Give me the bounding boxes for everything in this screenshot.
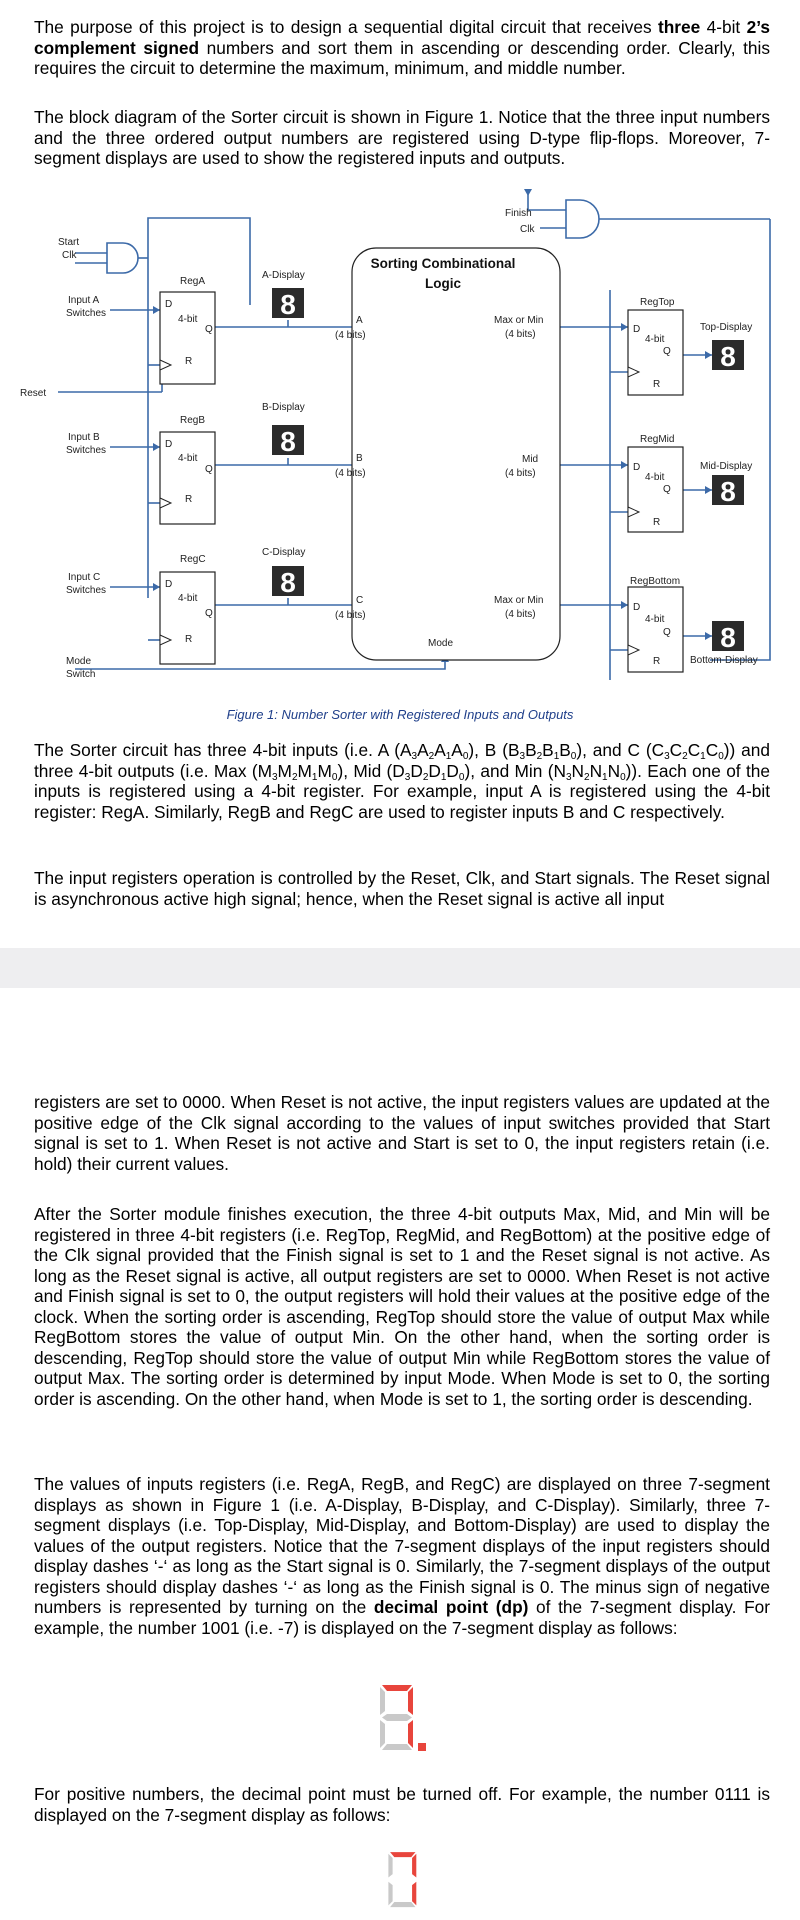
logic-title-1: Sorting Combinational	[370, 256, 516, 271]
svg-text:R: R	[185, 494, 193, 505]
svg-text:(4 bits): (4 bits)	[505, 329, 536, 340]
svg-text:Q: Q	[205, 324, 213, 335]
segment-c	[408, 1720, 413, 1748]
reg-a-label: RegA	[180, 276, 206, 287]
seven-seg-positive-seven	[385, 1850, 429, 1910]
seven-seg-negative-seven	[376, 1683, 428, 1753]
svg-text:R: R	[653, 379, 661, 390]
svg-text:(4 bits): (4 bits)	[335, 330, 366, 341]
svg-text:(4 bits): (4 bits)	[505, 609, 536, 620]
svg-text:Q: Q	[663, 484, 671, 495]
svg-text:8: 8	[720, 622, 736, 653]
svg-text:4-bit: 4-bit	[178, 593, 198, 604]
svg-text:R: R	[185, 356, 193, 367]
reset-label: Reset	[20, 388, 47, 399]
mid-display-label: Mid-Display	[700, 461, 753, 472]
bottom-display-icon	[712, 621, 744, 653]
svg-text:8: 8	[280, 289, 296, 320]
svg-text:D: D	[633, 462, 641, 473]
svg-text:4-bit: 4-bit	[645, 334, 665, 345]
mid-display-icon	[712, 475, 744, 507]
a-display-label: A-Display	[262, 270, 305, 281]
reset-behaviour-paragraph: registers are set to 0000. When Reset is not active, the input registers values are updated at the positive edge of the Clk signal according to the values of input switches provided that Start signal is set to 1. When Reset is not active and Start is set to 0, the input registers retain (i.e. hold) their current values.	[34, 1092, 770, 1174]
start-label: Start	[58, 237, 80, 248]
svg-text:(4 bits): (4 bits)	[335, 468, 366, 479]
top-display-icon	[712, 340, 744, 372]
c-display-label: C-Display	[262, 547, 306, 558]
svg-text:C: C	[356, 595, 364, 606]
svg-text:4-bit: 4-bit	[178, 314, 198, 325]
sorter-block-diagram	[0, 185, 800, 705]
segment-d	[390, 1902, 415, 1907]
svg-text:8: 8	[280, 426, 296, 457]
svg-text:8: 8	[720, 341, 736, 372]
svg-text:D: D	[165, 439, 173, 450]
svg-text:(4 bits): (4 bits)	[505, 468, 536, 479]
input-c-label: Input C	[68, 572, 101, 583]
svg-text:Q: Q	[663, 627, 671, 638]
bottom-display-label: Bottom-Display	[690, 655, 758, 666]
svg-text:Max or Min: Max or Min	[494, 315, 544, 326]
input-b-label: Input B	[68, 432, 100, 443]
intro-paragraph: The purpose of this project is to design a sequential digital circuit that receives three 4-bit 2’s complement signed numbers and sort them in ascending or descending order. Clearly, this requires the circuit to determine the maximum, minimum, and middle number.	[34, 17, 770, 78]
input-b-switches: Switches	[66, 445, 107, 456]
svg-text:D: D	[633, 602, 641, 613]
svg-text:Q: Q	[663, 346, 671, 357]
page-gap	[0, 948, 800, 988]
c-display-icon	[272, 566, 304, 598]
reg-top-label: RegTop	[640, 297, 675, 308]
input-a-switches: Switches	[66, 308, 107, 319]
svg-text:Mid: Mid	[522, 454, 539, 465]
reg-mid-label: RegMid	[640, 434, 675, 445]
segment-g	[382, 1714, 412, 1721]
svg-text:R: R	[653, 517, 661, 528]
input-c-switches: Switches	[66, 585, 107, 596]
segment-a	[390, 1852, 415, 1857]
svg-text:4-bit: 4-bit	[645, 472, 665, 483]
clk-label: Clk	[62, 250, 77, 261]
segment-dp	[418, 1743, 426, 1751]
finish-label: Finish	[505, 208, 532, 219]
segment-e	[380, 1720, 385, 1748]
segment-b	[412, 1854, 416, 1878]
finish-clk-label: Clk	[520, 224, 535, 235]
segment-a	[382, 1685, 412, 1691]
sorter-inputs-paragraph: The Sorter circuit has three 4-bit inputs (i.e. A $(A_3A_2A_1A_0)$, B $(B_3B_2B_1B_0)$, and C $(C_3C_2C_1C_0)$) and three 4-bit outputs (i.e. Max $(M_3M_2M_1M_0)$, Mid $(D_3D_2D_1D_0)$, and Min $(N_3N_2N_1N_0)$). Each one of the inputs is registered using a 4-bit register. For example, input A is registered using the 4-bit register: RegA. Similarly, RegB and RegC are used to register inputs B and C respectively.	[34, 740, 770, 822]
svg-text:R: R	[653, 656, 661, 667]
segment-b	[408, 1687, 413, 1715]
top-display-label: Top-Display	[700, 322, 753, 333]
output-registers-paragraph: After the Sorter module finishes execution, the three 4-bit outputs Max, Mid, and Min will be registered in three 4-bit registers (i.e. RegTop, RegMid, and RegBottom) at the positive edge of the Clk signal provided that the Finish signal is set to 1 and the Reset signal is not active. As long as the Reset signal is active, all output registers are set to 0000. When Reset is not active and Finish signal is set to 0, the output registers will hold their values at the positive edge of the clock. When the sorting order is ascending, RegTop should store the value of output Max while RegBottom stores the value of output Min. On the other hand, when the sorting order is descending, RegTop should store the value of output Min while RegBottom stores the value of output Max. The sorting order is determined by input Mode. When Mode is set to 0, the sorting order is ascending. On the other hand, when Mode is set to 1, the sorting order is descending.	[34, 1204, 770, 1409]
svg-text:B: B	[356, 453, 363, 464]
reg-b-label: RegB	[180, 415, 206, 426]
start-and-gate	[107, 243, 138, 273]
svg-text:8: 8	[720, 476, 736, 507]
svg-text:D: D	[165, 579, 173, 590]
mode-wire	[75, 660, 445, 669]
segment-f	[388, 1854, 392, 1878]
figure-caption: Figure 1: Number Sorter with Registered Inputs and Outputs	[226, 707, 574, 722]
b-display-label: B-Display	[262, 402, 305, 413]
page-2	[0, 988, 800, 1920]
svg-text:Q: Q	[205, 608, 213, 619]
svg-text:4-bit: 4-bit	[178, 453, 198, 464]
segment-f	[380, 1687, 385, 1715]
reg-bottom-label: RegBottom	[630, 576, 681, 587]
svg-text:D: D	[633, 324, 641, 335]
logic-mode-label: Mode	[428, 638, 454, 649]
logic-title-2: Logic	[425, 276, 461, 291]
svg-text:4-bit: 4-bit	[645, 614, 665, 625]
logic-in-a: A	[356, 315, 363, 326]
svg-text:8: 8	[280, 567, 296, 598]
segment-e	[388, 1882, 392, 1906]
mode-switch-label-2: Switch	[66, 669, 96, 680]
reg-c-label: RegC	[180, 554, 206, 565]
svg-text:D: D	[165, 299, 173, 310]
segment-d	[382, 1744, 412, 1750]
block-diagram-paragraph: The block diagram of the Sorter circuit is shown in Figure 1. Notice that the three input numbers and the three ordered output numbers are registered using D-type flip-flops. Moreover, 7-segment displays are used to show the registered inputs and outputs.	[34, 107, 770, 168]
finish-and-gate	[566, 200, 599, 238]
svg-text:R: R	[185, 634, 193, 645]
svg-text:(4 bits): (4 bits)	[335, 610, 366, 621]
input-registers-paragraph: The input registers operation is controlled by the Reset, Clk, and Start signals. The Reset signal is asynchronous active high signal; hence, when the Reset signal is active all input	[34, 868, 770, 909]
svg-text:Q: Q	[205, 464, 213, 475]
positive-numbers-paragraph: For positive numbers, the decimal point must be turned off. For example, the number 0111 is displayed on the 7-segment display as follows:	[34, 1784, 770, 1825]
a-display-icon	[272, 288, 304, 320]
page-1	[0, 0, 800, 948]
segment-c	[412, 1882, 416, 1906]
displays-paragraph: The values of inputs registers (i.e. RegA, RegB, and RegC) are displayed on three 7-segment displays as shown in Figure 1 (i.e. A-Display, B-Display, and C-Display). Similarly, three 7-segment displays (i.e. Top-Display, Mid-Display, and Bottom-Display) are used to display the values of the output registers. Notice that the 7-segment displays of the input registers should display dashes ‘-‘ as long as the Start signal is 0. Similarly, the 7-segment displays of the output registers should display dashes ‘-‘ as long as the Finish signal is 0. The minus sign of negative numbers is represented by turning on the decimal point (dp) of the 7-segment display. For example, the number 1001 (i.e. -7) is displayed on the 7-segment display as follows:	[34, 1474, 771, 1638]
mode-switch-label-1: Mode	[66, 656, 92, 667]
svg-text:Max or Min: Max or Min	[494, 595, 544, 606]
input-a-label: Input A	[68, 295, 100, 306]
b-display-icon	[272, 425, 304, 457]
